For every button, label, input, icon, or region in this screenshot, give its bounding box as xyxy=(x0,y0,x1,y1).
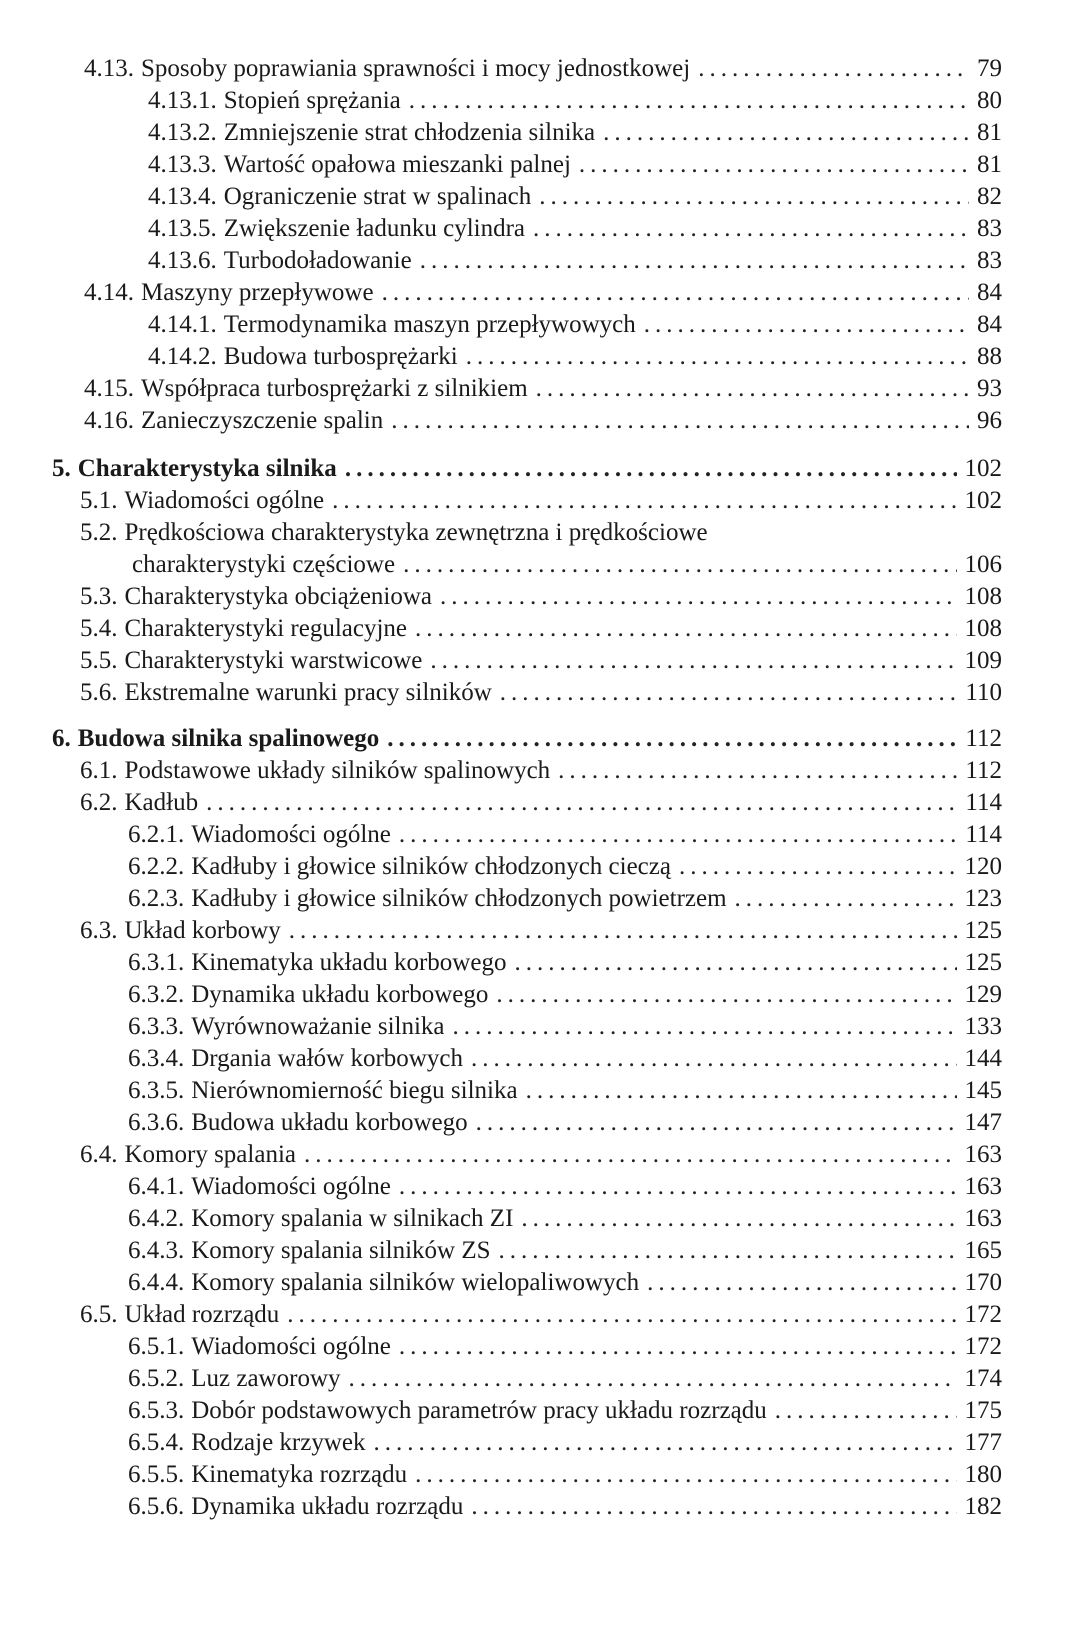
toc-entry-title: Wiadomości ogólne xyxy=(191,1173,391,1200)
toc-entry-line xyxy=(80,1298,1002,1331)
toc-entry-title: Wiadomości ogólne xyxy=(191,821,391,848)
toc-entry-line xyxy=(80,786,1002,819)
toc-entry-line xyxy=(84,276,1002,309)
toc-entry-number: 6.3.2. xyxy=(128,981,185,1008)
dot-leader xyxy=(453,1010,957,1043)
toc-entry-line xyxy=(148,116,1002,149)
toc-entry xyxy=(0,754,1090,787)
toc-entry-number: 6.4.1. xyxy=(128,1173,185,1200)
toc-entry-number: 4.13. xyxy=(84,55,134,82)
toc-entry xyxy=(0,1330,1090,1363)
toc-entry-page: 163 xyxy=(964,1141,1002,1168)
toc-entry-line xyxy=(148,308,1002,341)
toc-entry-page: 83 xyxy=(977,215,1002,242)
toc-entry-line xyxy=(128,1266,1002,1299)
dot-leader xyxy=(440,580,956,613)
toc-entry-line xyxy=(128,1170,1002,1203)
toc-entry-page: 125 xyxy=(964,949,1002,976)
toc-entry-line xyxy=(128,1394,1002,1427)
dot-leader xyxy=(403,548,956,581)
dot-leader xyxy=(679,850,957,883)
toc-entry-line xyxy=(128,1426,1002,1459)
dot-leader xyxy=(387,722,957,755)
toc-entry-page: 108 xyxy=(964,615,1002,642)
toc-entry-number: 4.13.6. xyxy=(148,247,217,274)
toc-entry-page: 123 xyxy=(964,885,1002,912)
toc-entry-title: Komory spalania xyxy=(124,1141,296,1168)
toc-entry-title: Charakterystyki warstwicowe xyxy=(124,647,423,674)
toc-entry-title: Luz zaworowy xyxy=(191,1365,341,1392)
dot-leader xyxy=(332,484,956,517)
toc-entry-title: Nierównomierność biegu silnika xyxy=(191,1077,518,1104)
toc-entry-title: Kadłuby i głowice silników chłodzonych powietrzem xyxy=(191,885,727,912)
toc-entry xyxy=(0,580,1090,613)
toc-entry-number: 5.5. xyxy=(80,647,118,674)
toc-entry xyxy=(0,484,1090,517)
dot-leader xyxy=(647,1266,956,1299)
toc-entry-number: 4.13.1. xyxy=(148,87,217,114)
toc-entry xyxy=(0,818,1090,851)
toc-entry xyxy=(0,404,1090,437)
toc-entry-page: 88 xyxy=(977,343,1002,370)
toc-entry-number: 6.5.2. xyxy=(128,1365,185,1392)
toc-entry-page: 83 xyxy=(977,247,1002,274)
toc-entry xyxy=(0,372,1090,405)
toc-entry-line xyxy=(128,946,1002,979)
toc-entry-title: Kinematyka rozrządu xyxy=(191,1461,408,1488)
toc-entry-page: 112 xyxy=(965,757,1002,784)
toc-entry-page: 170 xyxy=(964,1269,1002,1296)
toc-entry-line xyxy=(128,1010,1002,1043)
toc-entry-line xyxy=(128,850,1002,883)
toc-entry-title: Charakterystyki regulacyjne xyxy=(124,615,408,642)
dot-leader xyxy=(289,914,957,947)
toc-entry-number: 5.1. xyxy=(80,487,118,514)
toc-entry-page: 84 xyxy=(977,279,1002,306)
toc-entry-title: Kadłuby i głowice silników chłodzonych cieczą xyxy=(191,853,671,880)
dot-leader xyxy=(415,612,956,645)
toc-entry-title: Ograniczenie strat w spalinach xyxy=(223,183,532,210)
toc-entry-page: 144 xyxy=(964,1045,1002,1072)
toc-entry-title: Układ rozrządu xyxy=(124,1301,280,1328)
toc-entry-line xyxy=(80,644,1002,677)
dot-leader xyxy=(644,308,969,341)
dot-leader xyxy=(521,1202,956,1235)
toc-entry-page: 172 xyxy=(964,1333,1002,1360)
toc-entry xyxy=(0,308,1090,341)
toc-entry-title: Wiadomości ogólne xyxy=(191,1333,391,1360)
toc-entry-page: 96 xyxy=(977,407,1002,434)
toc-entry-title: Stopień sprężania xyxy=(223,87,401,114)
dot-leader xyxy=(499,1234,957,1267)
toc-entry-line xyxy=(52,452,1002,485)
dot-leader xyxy=(533,212,969,245)
dot-leader xyxy=(471,1042,957,1075)
toc-entry-line xyxy=(128,1202,1002,1235)
toc-entry-title: Charakterystyka silnika xyxy=(77,455,337,482)
toc-entry xyxy=(0,1010,1090,1043)
dot-leader xyxy=(500,676,958,709)
toc-entry-line xyxy=(128,1074,1002,1107)
toc-entry xyxy=(0,1138,1090,1171)
toc-entry-line xyxy=(80,612,1002,645)
toc-entry xyxy=(0,914,1090,947)
toc-entry-number: 5.6. xyxy=(80,679,118,706)
toc-entry-number: 6.5.4. xyxy=(128,1429,185,1456)
toc-entry xyxy=(0,882,1090,915)
toc-entry-number: 6.5. xyxy=(80,1301,118,1328)
toc-entry-line xyxy=(128,1106,1002,1139)
toc-entry-number: 6.3. xyxy=(80,917,118,944)
dot-leader xyxy=(409,84,969,117)
dot-leader xyxy=(373,1426,956,1459)
toc-entry-number: 4.13.3. xyxy=(148,151,217,178)
dot-leader xyxy=(536,372,969,405)
toc-entry-line xyxy=(148,244,1002,277)
dot-leader xyxy=(775,1394,957,1427)
toc-entry-line xyxy=(52,722,1002,755)
toc-entry-number: 5.3. xyxy=(80,583,118,610)
toc-entry-title: Podstawowe układy silników spalinowych xyxy=(124,757,551,784)
toc-entry xyxy=(0,978,1090,1011)
toc-entry-title: Budowa układu korbowego xyxy=(191,1109,468,1136)
dot-leader xyxy=(471,1490,956,1523)
toc-entry-title: Sposoby poprawiania sprawności i mocy jednostkowej xyxy=(141,55,691,82)
toc-entry xyxy=(0,116,1090,149)
toc-entry xyxy=(0,1266,1090,1299)
dot-leader xyxy=(735,882,957,915)
dot-leader xyxy=(345,452,957,485)
toc-entry-page: 163 xyxy=(964,1173,1002,1200)
toc-entry-title: Komory spalania silników wielopaliwowych xyxy=(191,1269,640,1296)
toc-entry-number: 6.5.3. xyxy=(128,1397,185,1424)
toc-entry-page: 79 xyxy=(977,55,1002,82)
toc-entry-page: 112 xyxy=(965,725,1002,752)
toc-entry-number: 6.3.3. xyxy=(128,1013,185,1040)
toc-entry-title: Kadłub xyxy=(124,789,199,816)
toc-entry-number: 4.13.2. xyxy=(148,119,217,146)
toc-entry-page: 163 xyxy=(964,1205,1002,1232)
toc-entry xyxy=(0,1074,1090,1107)
toc-entry xyxy=(0,244,1090,277)
toc-entry-page: 80 xyxy=(977,87,1002,114)
toc-entry xyxy=(0,612,1090,645)
dot-leader xyxy=(349,1362,957,1395)
toc-entry-number: 6. xyxy=(52,725,71,752)
toc-entry-title: Termodynamika maszyn przepływowych xyxy=(223,311,636,338)
dot-leader xyxy=(304,1138,957,1171)
toc-entry-line xyxy=(132,548,1002,581)
toc-entry-line xyxy=(84,52,1002,85)
toc-entry-page: 172 xyxy=(964,1301,1002,1328)
toc-entry xyxy=(0,1298,1090,1331)
toc-entry xyxy=(0,1362,1090,1395)
toc-entry-line xyxy=(128,1362,1002,1395)
toc-entry-page: 114 xyxy=(965,789,1002,816)
toc-entry-title: Zmniejszenie strat chłodzenia silnika xyxy=(223,119,596,146)
toc-entry-page: 110 xyxy=(965,679,1002,706)
dot-leader xyxy=(391,404,969,437)
toc-entry xyxy=(0,180,1090,213)
toc-entry-number: 6.4.3. xyxy=(128,1237,185,1264)
toc-entry-line xyxy=(148,212,1002,245)
dot-leader xyxy=(420,244,969,277)
toc-entry-title-continued: charakterystyki częściowe xyxy=(132,551,396,578)
toc-entry-line xyxy=(128,1330,1002,1363)
toc-entry-title: Zwiększenie ładunku cylindra xyxy=(223,215,526,242)
dot-leader xyxy=(287,1298,956,1331)
toc-entry-number: 6.4. xyxy=(80,1141,118,1168)
toc-entry-page: 81 xyxy=(977,151,1002,178)
toc-entry-page: 165 xyxy=(964,1237,1002,1264)
toc-entry-number: 6.5.6. xyxy=(128,1493,185,1520)
dot-leader xyxy=(558,754,957,787)
toc-entry-line xyxy=(128,882,1002,915)
toc-entry-title: Charakterystyka obciążeniowa xyxy=(124,583,433,610)
toc-entry-title: Kinematyka układu korbowego xyxy=(191,949,507,976)
dot-leader xyxy=(399,818,958,851)
toc-entry-line xyxy=(80,580,1002,613)
dot-leader xyxy=(496,978,956,1011)
toc-entry-page: 114 xyxy=(965,821,1002,848)
toc-entry-line xyxy=(148,180,1002,213)
toc-entry-number: 6.5.1. xyxy=(128,1333,185,1360)
toc-entry-line xyxy=(80,484,1002,517)
dot-leader xyxy=(603,116,969,149)
toc-entry-number: 5.2. xyxy=(80,519,118,546)
toc-entry xyxy=(0,1106,1090,1139)
toc-entry-line xyxy=(80,754,1002,787)
toc-entry-line xyxy=(80,914,1002,947)
dot-leader xyxy=(399,1330,957,1363)
toc-entry-number: 6.4.4. xyxy=(128,1269,185,1296)
toc-entry xyxy=(0,84,1090,117)
toc-entry-title: Maszyny przepływowe xyxy=(141,279,374,306)
dot-leader xyxy=(698,52,969,85)
toc-entry-number: 5. xyxy=(52,455,71,482)
dot-leader xyxy=(526,1074,957,1107)
toc-entry-number: 6.5.5. xyxy=(128,1461,185,1488)
toc-entry-number: 6.3.1. xyxy=(128,949,185,976)
toc-entry xyxy=(0,676,1090,709)
toc-entry-page: 182 xyxy=(964,1493,1002,1520)
toc-entry-number: 6.3.5. xyxy=(128,1077,185,1104)
toc-entry-page: 125 xyxy=(964,917,1002,944)
toc-entry xyxy=(0,946,1090,979)
toc-entry-line xyxy=(80,676,1002,709)
toc-entry-number: 6.2.2. xyxy=(128,853,185,880)
toc-entry-number: 6.2.3. xyxy=(128,885,185,912)
toc-entry xyxy=(0,1202,1090,1235)
toc-entry-number: 4.14. xyxy=(84,279,134,306)
toc-entry xyxy=(0,644,1090,677)
dot-leader xyxy=(206,786,957,819)
dot-leader xyxy=(399,1170,957,1203)
toc-entry xyxy=(0,212,1090,245)
toc-entry-title: Dynamika układu rozrządu xyxy=(191,1493,464,1520)
toc-entry-page: 81 xyxy=(977,119,1002,146)
toc-entry-number: 4.14.1. xyxy=(148,311,217,338)
toc-entry-line xyxy=(80,516,1002,549)
toc-entry-page: 82 xyxy=(977,183,1002,210)
toc-entry xyxy=(0,1458,1090,1491)
dot-leader xyxy=(382,276,969,309)
dot-leader xyxy=(579,148,969,181)
toc-entry-title: Wyrównoważanie silnika xyxy=(191,1013,445,1040)
toc-entry-page: 147 xyxy=(964,1109,1002,1136)
toc-entry-page: 175 xyxy=(964,1397,1002,1424)
toc-entry xyxy=(0,1170,1090,1203)
toc-entry xyxy=(0,1042,1090,1075)
toc-entry xyxy=(0,276,1090,309)
toc-entry xyxy=(0,452,1090,485)
toc-entry-page: 108 xyxy=(964,583,1002,610)
toc-entry-page: 93 xyxy=(977,375,1002,402)
toc-entry-page: 120 xyxy=(964,853,1002,880)
dot-leader xyxy=(476,1106,957,1139)
toc-entry xyxy=(0,1490,1090,1523)
toc-entry-title: Układ korbowy xyxy=(124,917,281,944)
toc-entry-line xyxy=(148,340,1002,373)
toc-entry xyxy=(0,850,1090,883)
toc-entry-number: 6.4.2. xyxy=(128,1205,185,1232)
toc-entry-number: 6.1. xyxy=(80,757,118,784)
toc-entry-title: Prędkościowa charakterystyka zewnętrzna i prędkościowe xyxy=(124,519,708,546)
toc-entry-number: 4.13.4. xyxy=(148,183,217,210)
toc-entry-title: Drgania wałów korbowych xyxy=(191,1045,463,1072)
toc-entry-title: Zanieczyszczenie spalin xyxy=(141,407,384,434)
dot-leader xyxy=(514,946,956,979)
dot-leader xyxy=(466,340,969,373)
toc-entry-page: 174 xyxy=(964,1365,1002,1392)
toc-entry-title: Komory spalania silników ZS xyxy=(191,1237,491,1264)
toc-entry-number: 6.2.1. xyxy=(128,821,185,848)
toc-entry-continuation xyxy=(0,548,1090,581)
toc-entry-line xyxy=(128,1458,1002,1491)
toc-entry-page: 177 xyxy=(964,1429,1002,1456)
toc-entry-number: 5.4. xyxy=(80,615,118,642)
toc-entry xyxy=(0,786,1090,819)
toc-entry-line xyxy=(148,84,1002,117)
toc-entry xyxy=(0,722,1090,755)
toc-entry-title: Wartość opałowa mieszanki palnej xyxy=(223,151,571,178)
dot-leader xyxy=(539,180,969,213)
toc-entry-page: 133 xyxy=(964,1013,1002,1040)
toc-entry xyxy=(0,148,1090,181)
toc-entry-page: 84 xyxy=(977,311,1002,338)
toc-entry-line xyxy=(84,372,1002,405)
toc-entry-line xyxy=(128,1042,1002,1075)
toc-entry-page: 129 xyxy=(964,981,1002,1008)
toc-entry-title: Ekstremalne warunki pracy silników xyxy=(124,679,492,706)
toc-entry-title: Komory spalania w silnikach ZI xyxy=(191,1205,514,1232)
toc-entry xyxy=(0,340,1090,373)
toc-entry-page: 180 xyxy=(964,1461,1002,1488)
toc-entry-number: 6.3.6. xyxy=(128,1109,185,1136)
toc-entry-number: 4.15. xyxy=(84,375,134,402)
toc-entry-line xyxy=(128,818,1002,851)
toc-entry-line xyxy=(128,978,1002,1011)
dot-leader xyxy=(430,644,956,677)
toc-entry-page: 109 xyxy=(964,647,1002,674)
toc-entry-page: 145 xyxy=(964,1077,1002,1104)
toc-entry xyxy=(0,1426,1090,1459)
toc-entry-line xyxy=(80,1138,1002,1171)
toc-entry-page: 102 xyxy=(964,455,1002,482)
toc-entry-number: 4.14.2. xyxy=(148,343,217,370)
toc-entry xyxy=(0,1394,1090,1427)
toc-entry-number: 4.16. xyxy=(84,407,134,434)
toc-entry-number: 6.3.4. xyxy=(128,1045,185,1072)
toc-entry-title: Budowa silnika spalinowego xyxy=(77,725,380,752)
dot-leader xyxy=(415,1458,956,1491)
toc-entry xyxy=(0,1234,1090,1267)
toc-entry-number: 6.2. xyxy=(80,789,118,816)
toc-entry xyxy=(0,516,1090,549)
toc-entry-title: Dobór podstawowych parametrów pracy układu rozrządu xyxy=(191,1397,767,1424)
toc-entry-line xyxy=(148,148,1002,181)
toc-entry-page: 106 xyxy=(964,551,1002,578)
toc-entry-number: 4.13.5. xyxy=(148,215,217,242)
toc-entry-line xyxy=(128,1490,1002,1523)
toc-entry-title: Rodzaje krzywek xyxy=(191,1429,366,1456)
toc-entry-line xyxy=(84,404,1002,437)
toc-entry-title: Budowa turbosprężarki xyxy=(223,343,458,370)
toc-entry-title: Turbodoładowanie xyxy=(223,247,412,274)
toc-entry-title: Współpraca turbosprężarki z silnikiem xyxy=(141,375,528,402)
toc-entry-title: Wiadomości ogólne xyxy=(124,487,325,514)
toc-entry-title: Dynamika układu korbowego xyxy=(191,981,489,1008)
toc-entry-line xyxy=(128,1234,1002,1267)
toc-entry-page: 102 xyxy=(964,487,1002,514)
toc-entry xyxy=(0,52,1090,85)
